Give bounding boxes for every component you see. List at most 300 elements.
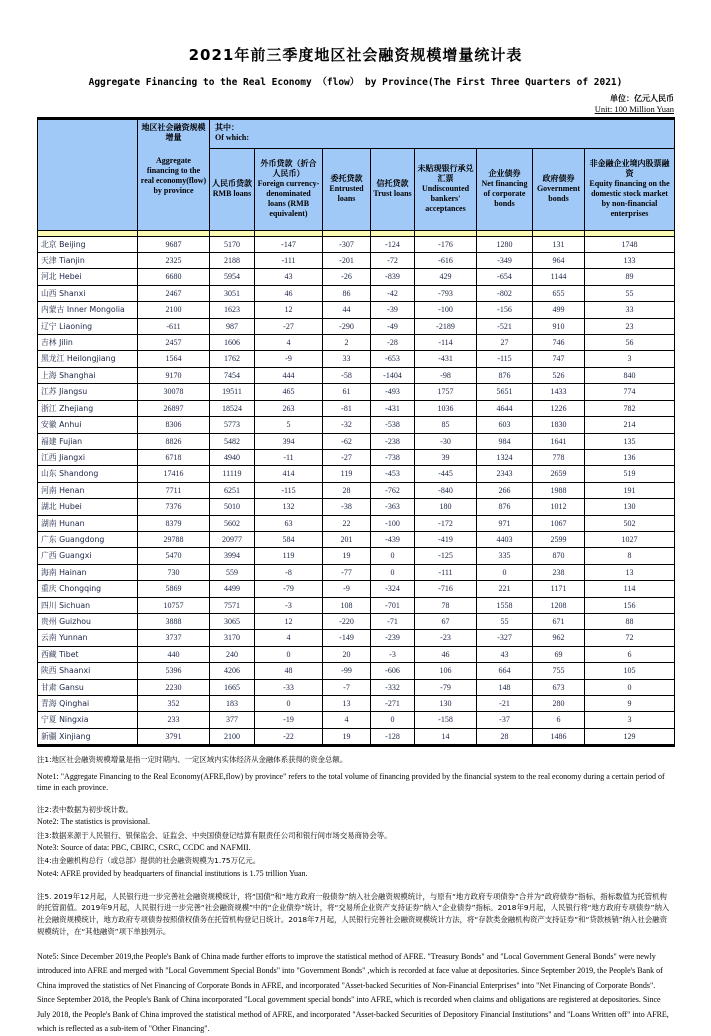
value-cell: -28 [371,335,415,351]
value-cell: 1606 [210,335,255,351]
value-cell: 0 [371,712,415,728]
value-cell: -654 [477,269,533,285]
value-cell: 876 [477,499,533,515]
province-cell: 广西 Guangxi [38,548,138,564]
value-cell: 3051 [210,285,255,301]
note1-en: Note1: "Aggregate Financing to the Real Economy(AFRE,flow) by province" refers to the total volume of financing provided by the financial system to the real economy during a certain period of time in each province. [37,772,665,792]
value-cell: -158 [415,712,477,728]
value-cell: 6 [585,646,675,662]
province-cell: 湖北 Hubei [38,499,138,515]
value-cell: -81 [323,400,371,416]
note5-en: Note5: Since December 2019,the People's Bank of China made further efforts to improve the statistical method of AFRE. "Treasury Bonds" and "Local Government General Bonds" were newly introduced into AFRE and merged with "Local Government Special Bonds" into "Government Bonds" ,which is recorded at face value at depositories. Since September 2019, the People's Bank of China improved the statistics of Net Financing of Corporate Bonds in AFRE, and incorporated "Asset-backed Securities of Non-Financial Enterprises" into "Net Financing of Corporate Bonds". Since September 2018, the People's Bank of China incorporated "Local government special bonds" into AFRE, which is recorded when claims and obligations are registered at depositories. Since July 2018, the People's Bank of China improved the statistical method of AFRE, and incorporated "Asset-backed Securities of Depository Financial Institutions" and "Loans Written off" into AFRE, which is reflected as a sub-item of "Other Financing". [37,952,669,1033]
value-cell: 6718 [138,449,210,465]
value-cell: 2230 [138,679,210,695]
value-cell: 214 [585,417,675,433]
value-cell: -49 [371,318,415,334]
value-cell: -290 [323,318,371,334]
value-cell: 782 [585,400,675,416]
value-cell: 664 [477,663,533,679]
value-cell: 55 [585,285,675,301]
table-row [38,285,675,301]
value-cell: 43 [477,646,533,662]
value-cell: 1067 [533,515,585,531]
page-title: 2021年前三季度地区社会融资规模增量统计表 [188,46,523,64]
column-header-equity-financing: 非金融企业境内股票融资 Equity financing on the domestic stock market by non-financial enterprises [585,148,675,230]
value-cell: 584 [255,531,323,547]
value-cell: 746 [533,335,585,351]
value-cell: 1830 [533,417,585,433]
province-cell: 新疆 Xinjiang [38,728,138,745]
value-cell: 778 [533,449,585,465]
value-cell: -79 [255,581,323,597]
value-cell: 4206 [210,663,255,679]
value-cell: 43 [255,269,323,285]
value-cell: 335 [477,548,533,564]
value-cell: -149 [323,630,371,646]
value-cell: -9 [323,581,371,597]
value-cell: 180 [415,499,477,515]
province-cell: 西藏 Tibet [38,646,138,662]
value-cell: -839 [371,269,415,285]
value-cell: -156 [477,302,533,318]
value-cell: 13 [323,696,371,712]
table-row [38,335,675,351]
value-cell: 8 [585,548,675,564]
value-cell: 5651 [477,384,533,400]
value-cell: -111 [415,564,477,580]
value-cell: 19511 [210,384,255,400]
value-cell: -307 [323,236,371,252]
value-cell: 774 [585,384,675,400]
value-cell: 23 [585,318,675,334]
value-cell: 1748 [585,236,675,252]
table-row [38,663,675,679]
value-cell: 7711 [138,482,210,498]
value-cell: 2 [323,335,371,351]
value-cell: -115 [477,351,533,367]
value-cell: 5396 [138,663,210,679]
value-cell: 394 [255,433,323,449]
value-cell: -419 [415,531,477,547]
table-row [38,531,675,547]
value-cell: 603 [477,417,533,433]
value-cell: 5 [255,417,323,433]
value-cell: 56 [585,335,675,351]
value-cell: 526 [533,367,585,383]
value-cell: 9687 [138,236,210,252]
value-cell: 2100 [138,302,210,318]
value-cell: -431 [371,400,415,416]
value-cell: 2188 [210,253,255,269]
value-cell: 1486 [533,728,585,745]
value-cell: -21 [477,696,533,712]
note4-en: Note4: AFRE provided by headquarters of financial institutions is 1.75 trillion Yuan. [37,868,308,878]
value-cell: 13 [585,564,675,580]
value-cell: -793 [415,285,477,301]
value-cell: 78 [415,597,477,613]
value-cell: -840 [415,482,477,498]
value-cell: -239 [371,630,415,646]
value-cell: 910 [533,318,585,334]
value-cell: 12 [255,302,323,318]
value-cell: 8826 [138,433,210,449]
table-row [38,581,675,597]
value-cell: 5773 [210,417,255,433]
value-cell: 0 [371,548,415,564]
value-cell: 377 [210,712,255,728]
of-which-cell [210,118,675,148]
value-cell: 39 [415,449,477,465]
value-cell: -363 [371,499,415,515]
value-cell: 263 [255,400,323,416]
of-which-zh: 其中： [215,122,239,132]
value-cell: 130 [415,696,477,712]
value-cell: 0 [477,564,533,580]
value-cell: 10757 [138,597,210,613]
value-cell: 89 [585,269,675,285]
column-header-rmb-loans: 人民币贷款 RMB loans [210,148,255,230]
table-row [38,269,675,285]
table-row [38,613,675,629]
value-cell: 1762 [210,351,255,367]
province-cell: 北京 Beijing [38,236,138,252]
value-cell: 156 [585,597,675,613]
value-cell: 1988 [533,482,585,498]
value-cell: 1208 [533,597,585,613]
table-row [38,466,675,482]
value-cell: 2343 [477,466,533,482]
value-cell: 870 [533,548,585,564]
value-cell: 1226 [533,400,585,416]
value-cell: 9170 [138,367,210,383]
column-header-undiscounted-acceptances: 未贴现银行承兑汇票 Undiscounted bankers' acceptances [415,148,477,230]
value-cell: -33 [255,679,323,695]
value-cell: 655 [533,285,585,301]
value-cell: -23 [415,630,477,646]
value-cell: 221 [477,581,533,597]
value-cell: 20977 [210,531,255,547]
value-cell: 1564 [138,351,210,367]
table-row [38,236,675,252]
value-cell: 5954 [210,269,255,285]
value-cell: 29788 [138,531,210,547]
value-cell: 2325 [138,253,210,269]
value-cell: -79 [415,679,477,695]
value-cell: -8 [255,564,323,580]
table-row [38,253,675,269]
table-row [38,515,675,531]
value-cell: 673 [533,679,585,695]
value-cell: 266 [477,482,533,498]
value-cell: -22 [255,728,323,745]
value-cell: 201 [323,531,371,547]
value-cell: -111 [255,253,323,269]
value-cell: 0 [371,564,415,580]
value-cell: -3 [371,646,415,662]
value-cell: 133 [585,253,675,269]
value-cell: -327 [477,630,533,646]
value-cell: 44 [323,302,371,318]
value-cell: 671 [533,613,585,629]
note3-zh: 注3:数据来源于人民银行、银保监会、证监会、中央国债登记结算有限责任公司和银行间市场交易商协会等。 [37,830,392,840]
table-row [38,548,675,564]
value-cell: -27 [323,449,371,465]
value-cell: 108 [323,597,371,613]
value-cell: 5010 [210,499,255,515]
province-cell: 河北 Hebei [38,269,138,285]
table-row [38,679,675,695]
value-cell: 119 [255,548,323,564]
value-cell: 502 [585,515,675,531]
afre-header-cell [138,118,210,230]
value-cell: 3994 [210,548,255,564]
value-cell: -99 [323,663,371,679]
province-cell: 内蒙古 Inner Mongolia [38,302,138,318]
value-cell: 3791 [138,728,210,745]
column-header-entrusted-loans: 委托贷款 Entrusted loans [323,148,371,230]
table-row [38,318,675,334]
value-cell: -9 [255,351,323,367]
value-cell: 3065 [210,613,255,629]
table-row [38,417,675,433]
value-cell: 1144 [533,269,585,285]
value-cell: 5869 [138,581,210,597]
value-cell: -1404 [371,367,415,383]
value-cell: 28 [323,482,371,498]
value-cell: 3737 [138,630,210,646]
value-cell: 67 [415,613,477,629]
column-header-foreign-currency-loans: 外币贷款（折合人民币） Foreign currency-denominated loans (RMB equivalent) [255,148,323,230]
value-cell: 6680 [138,269,210,285]
province-cell: 重庆 Chongqing [38,581,138,597]
province-cell: 湖南 Hunan [38,515,138,531]
value-cell: -238 [371,433,415,449]
table-row [38,433,675,449]
value-cell: 1324 [477,449,533,465]
value-cell: -32 [323,417,371,433]
value-cell: 5470 [138,548,210,564]
value-cell: 240 [210,646,255,662]
value-cell: 1558 [477,597,533,613]
value-cell: 6 [533,712,585,728]
value-cell: -201 [323,253,371,269]
value-cell: -30 [415,433,477,449]
value-cell: 3888 [138,613,210,629]
value-cell: 129 [585,728,675,745]
table-row [38,630,675,646]
value-cell: -453 [371,466,415,482]
value-cell: -324 [371,581,415,597]
value-cell: -98 [415,367,477,383]
value-cell: 48 [255,663,323,679]
value-cell: -332 [371,679,415,695]
value-cell: -42 [371,285,415,301]
value-cell: -738 [371,449,415,465]
value-cell: 2599 [533,531,585,547]
value-cell: 840 [585,367,675,383]
province-cell: 宁夏 Ningxia [38,712,138,728]
province-cell: 天津 Tianjin [38,253,138,269]
value-cell: -802 [477,285,533,301]
value-cell: -172 [415,515,477,531]
value-cell: -7 [323,679,371,695]
value-cell: -37 [477,712,533,728]
value-cell: -701 [371,597,415,613]
province-cell: 陕西 Shaanxi [38,663,138,679]
value-cell: -611 [138,318,210,334]
value-cell: 135 [585,433,675,449]
column-header-government-bonds: 政府债券 Government bonds [533,148,585,230]
value-cell: 33 [585,302,675,318]
value-cell: -445 [415,466,477,482]
value-cell: 747 [533,351,585,367]
value-cell: 26897 [138,400,210,416]
value-cell: 27 [477,335,533,351]
value-cell: -100 [415,302,477,318]
value-cell: 55 [477,613,533,629]
value-cell: 19 [323,548,371,564]
value-cell: 1280 [477,236,533,252]
note5-zh: 注5. 2019年12月起，人民银行进一步完善社会融资规模统计，将“国债”和“地方政府一般债券”纳入社会融资规模统计，与原有“地方政府专项债券”合并为“政府债券”指标，指标数值为托管机构的托管面值。2019年9月起，人民银行进一步完善“社会融资规模”中的“企业债券”统计，将“交易所企业资产支持证券”纳入“企业债券”指标。2018年9月起，人民银行将“地方政府专项债券”纳入社会融资规模统计，地方政府专项债券按照债权债务在托管机构登记日统计。2018年7月起，人民银行完善社会融资规模统计方法，将“存款类金融机构资产支持证券”和“贷款核销”纳入社会融资规模统计，在“其他融资”项下单独列示。 [37,891,670,937]
value-cell: 3170 [210,630,255,646]
value-cell: 12 [255,613,323,629]
notes-section [37,755,674,1036]
value-cell: 962 [533,630,585,646]
value-cell: 3 [585,712,675,728]
value-cell: -124 [371,236,415,252]
value-cell: 2100 [210,728,255,745]
value-cell: 2467 [138,285,210,301]
table-row [38,728,675,745]
value-cell: 8306 [138,417,210,433]
table-row [38,384,675,400]
value-cell: 11119 [210,466,255,482]
value-cell: -176 [415,236,477,252]
value-cell: 730 [138,564,210,580]
value-cell: 1757 [415,384,477,400]
afre-table [37,117,675,748]
value-cell: 4940 [210,449,255,465]
value-cell: -349 [477,253,533,269]
corner-cell [38,118,138,230]
value-cell: -3 [255,597,323,613]
value-cell: 1433 [533,384,585,400]
table-row [38,367,675,383]
value-cell: 1641 [533,433,585,449]
province-cell: 福建 Fujian [38,433,138,449]
table-row [38,351,675,367]
table-row [38,646,675,662]
province-cell: 甘肃 Gansu [38,679,138,695]
value-cell: 6251 [210,482,255,498]
value-cell: 4 [255,630,323,646]
value-cell: 1012 [533,499,585,515]
value-cell: 30078 [138,384,210,400]
value-cell: 5170 [210,236,255,252]
of-which-en: Of which: [215,132,249,142]
value-cell: -147 [255,236,323,252]
province-cell: 山西 Shanxi [38,285,138,301]
value-cell: -616 [415,253,477,269]
table-row [38,449,675,465]
value-cell: 28 [477,728,533,745]
table-row [38,597,675,613]
value-cell: 130 [585,499,675,515]
value-cell: -71 [371,613,415,629]
column-header-trust-loans: 信托贷款 Trust loans [371,148,415,230]
province-cell: 吉林 Jilin [38,335,138,351]
value-cell: 114 [585,581,675,597]
afre-header-en: Aggregate financing to the real economy(flow) by province [140,155,207,195]
province-cell: 青海 Qinghai [38,696,138,712]
unit-block [37,94,674,115]
value-cell: 2659 [533,466,585,482]
province-cell: 江苏 Jiangsu [38,384,138,400]
value-cell: 7454 [210,367,255,383]
note3-en: Note3: Source of data: PBC, CBIRC, CSRC, CCDC and NAFMII. [37,843,251,853]
value-cell: -39 [371,302,415,318]
value-cell: 46 [415,646,477,662]
value-cell: -100 [371,515,415,531]
value-cell: 876 [477,367,533,383]
value-cell: 86 [323,285,371,301]
table-row [38,400,675,416]
value-cell: 33 [323,351,371,367]
value-cell: 72 [585,630,675,646]
value-cell: 5602 [210,515,255,531]
page-subtitle: Aggregate Financing to the Real Economy （flow） by Province(The First Three Quarters of 2021) [88,77,623,88]
value-cell: 429 [415,269,477,285]
value-cell: 17416 [138,466,210,482]
province-cell: 四川 Sichuan [38,597,138,613]
value-cell: 119 [323,466,371,482]
table-body [38,230,675,746]
column-header-corporate-bonds: 企业债券 Net financing of corporate bonds [477,148,533,230]
value-cell: -439 [371,531,415,547]
value-cell: 132 [255,499,323,515]
province-cell: 云南 Yunnan [38,630,138,646]
province-cell: 江西 Jiangxi [38,449,138,465]
note2-en: Note2: The statistics is provisional. [37,817,150,827]
value-cell: 440 [138,646,210,662]
value-cell: 3 [585,351,675,367]
value-cell: 69 [533,646,585,662]
value-cell: -114 [415,335,477,351]
province-cell: 海南 Hainan [38,564,138,580]
value-cell: 755 [533,663,585,679]
value-cell: 280 [533,696,585,712]
value-cell: 1171 [533,581,585,597]
table-row [38,696,675,712]
note4-zh: 注4:由金融机构总行（或总部）提供的社会融资规模为1.75万亿元。 [37,856,261,866]
value-cell: 1623 [210,302,255,318]
table-row [38,564,675,580]
value-cell: -72 [371,253,415,269]
value-cell: 1036 [415,400,477,416]
value-cell: 499 [533,302,585,318]
value-cell: -11 [255,449,323,465]
unit-label-en: Unit: 100 Million Yuan [594,104,674,114]
value-cell: 131 [533,236,585,252]
value-cell: 1027 [585,531,675,547]
value-cell: 105 [585,663,675,679]
value-cell: 4 [323,712,371,728]
value-cell: 7571 [210,597,255,613]
table-row [38,302,675,318]
province-cell: 上海 Shanghai [38,367,138,383]
value-cell: -26 [323,269,371,285]
value-cell: 18524 [210,400,255,416]
